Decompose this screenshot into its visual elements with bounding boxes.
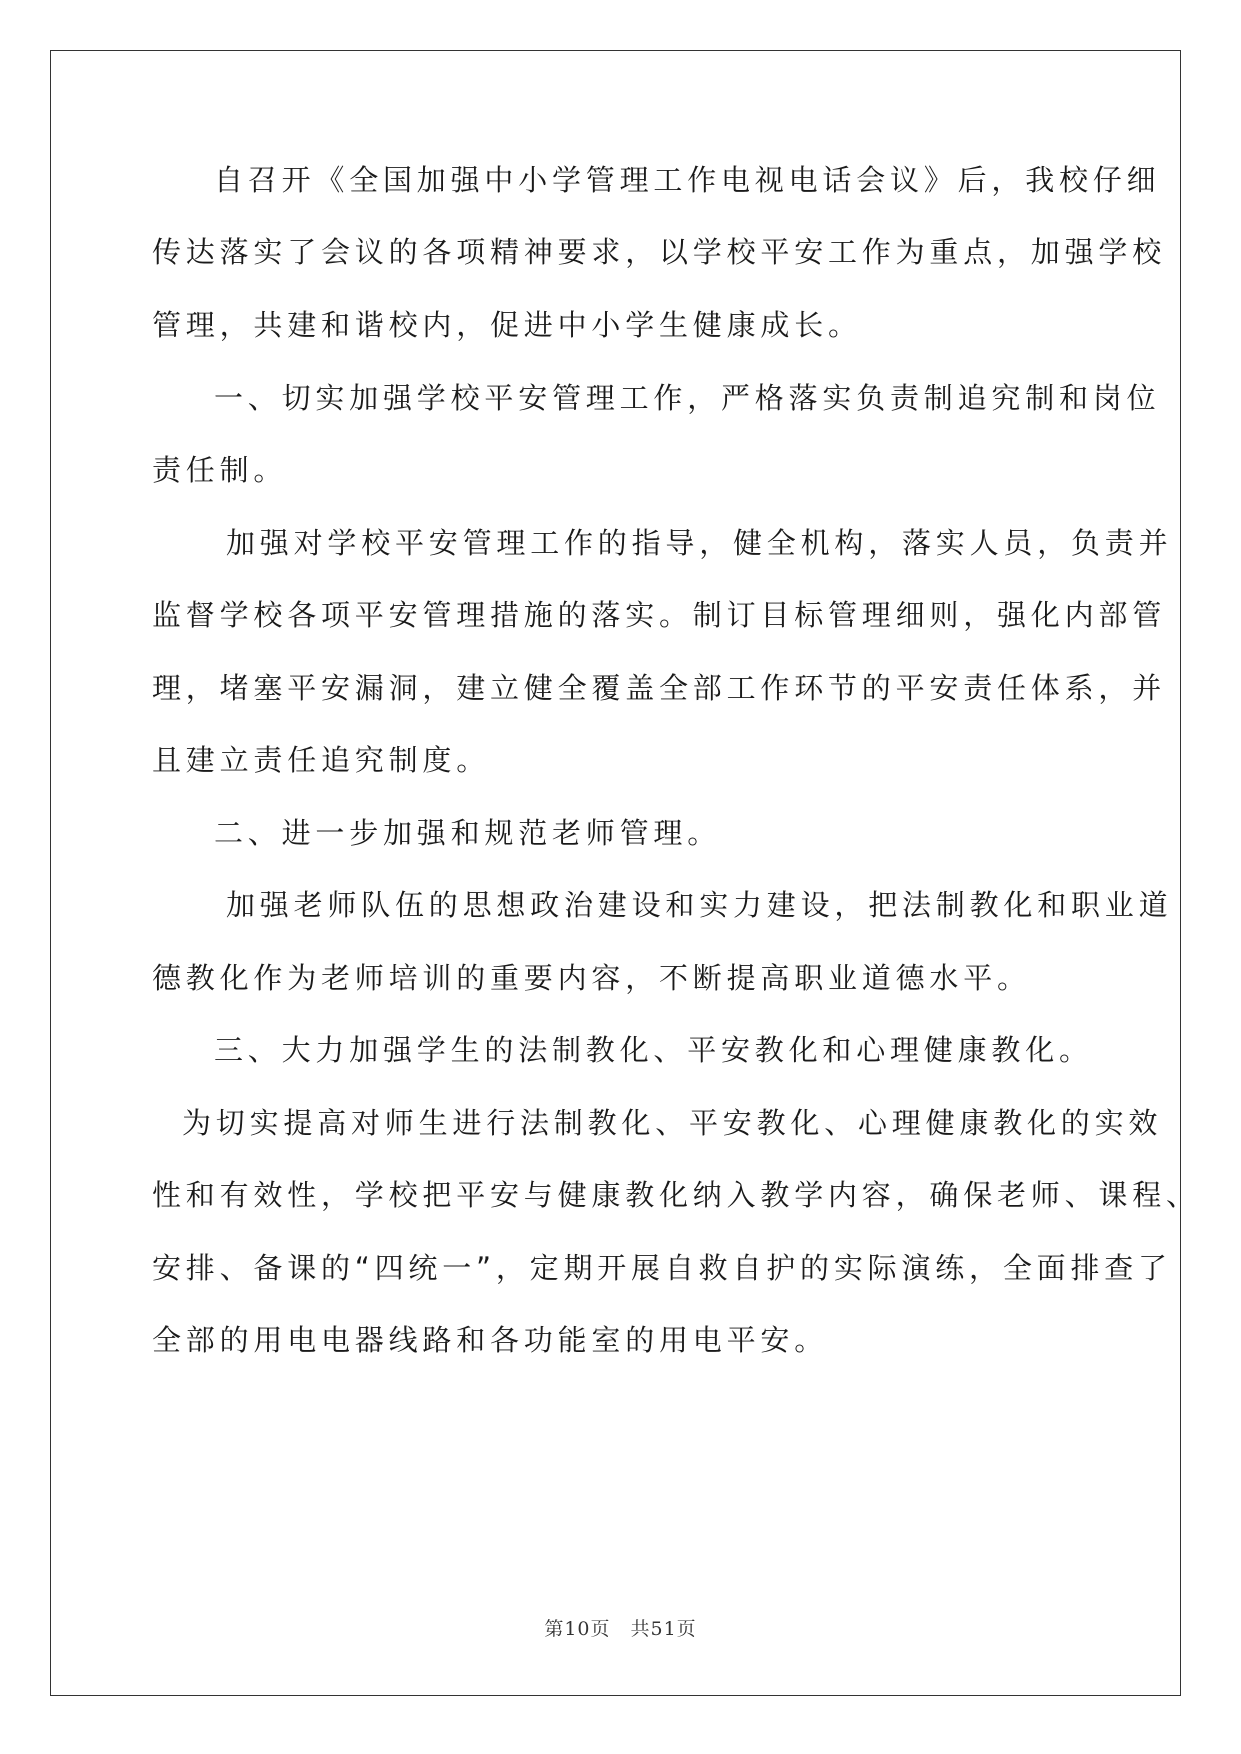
text-line: 自召开《全国加强中小学管理工作电视电话会议》后，我校仔细	[214, 163, 1161, 197]
text-line: 安排、备课的“四统一”，定期开展自救自护的实际演练，全面排查了	[152, 1251, 1172, 1285]
text-line: 传达落实了会议的各项精神要求，以学校平安工作为重点，加强学校	[152, 235, 1167, 269]
text-line: 德教化作为老师培训的重要内容，不断提高职业道德水平。	[152, 961, 1031, 995]
text-line: 理，堵塞平安漏洞，建立健全覆盖全部工作环节的平安责任体系，并	[152, 671, 1167, 705]
text-line: 监督学校各项平安管理措施的落实。制订目标管理细则，强化内部管	[152, 598, 1167, 632]
text-line: 管理，共建和谐校内，促进中小学生健康成长。	[152, 308, 862, 342]
text-line: 性和有效性，学校把平安与健康教化纳入教学内容，确保老师、课程、	[152, 1178, 1200, 1212]
page-border	[50, 50, 1181, 1696]
text-line: 全部的用电电器线路和各功能室的用电平安。	[152, 1323, 829, 1357]
text-line: 加强对学校平安管理工作的指导，健全机构，落实人员，负责并	[226, 526, 1173, 560]
text-line: 一、切实加强学校平安管理工作，严格落实负责制追究制和岗位	[214, 381, 1161, 415]
text-line: 三、大力加强学生的法制教化、平安教化和心理健康教化。	[214, 1033, 1093, 1067]
text-line: 二、进一步加强和规范老师管理。	[214, 816, 722, 850]
text-line: 且建立责任追究制度。	[152, 743, 491, 777]
text-line: 责任制。	[152, 453, 288, 487]
text-line: 为切实提高对师生进行法制教化、平安教化、心理健康教化的实效	[182, 1106, 1163, 1140]
text-line: 加强老师队伍的思想政治建设和实力建设，把法制教化和职业道	[226, 888, 1173, 922]
page-number-footer: 第10页 共51页	[544, 1618, 697, 1640]
